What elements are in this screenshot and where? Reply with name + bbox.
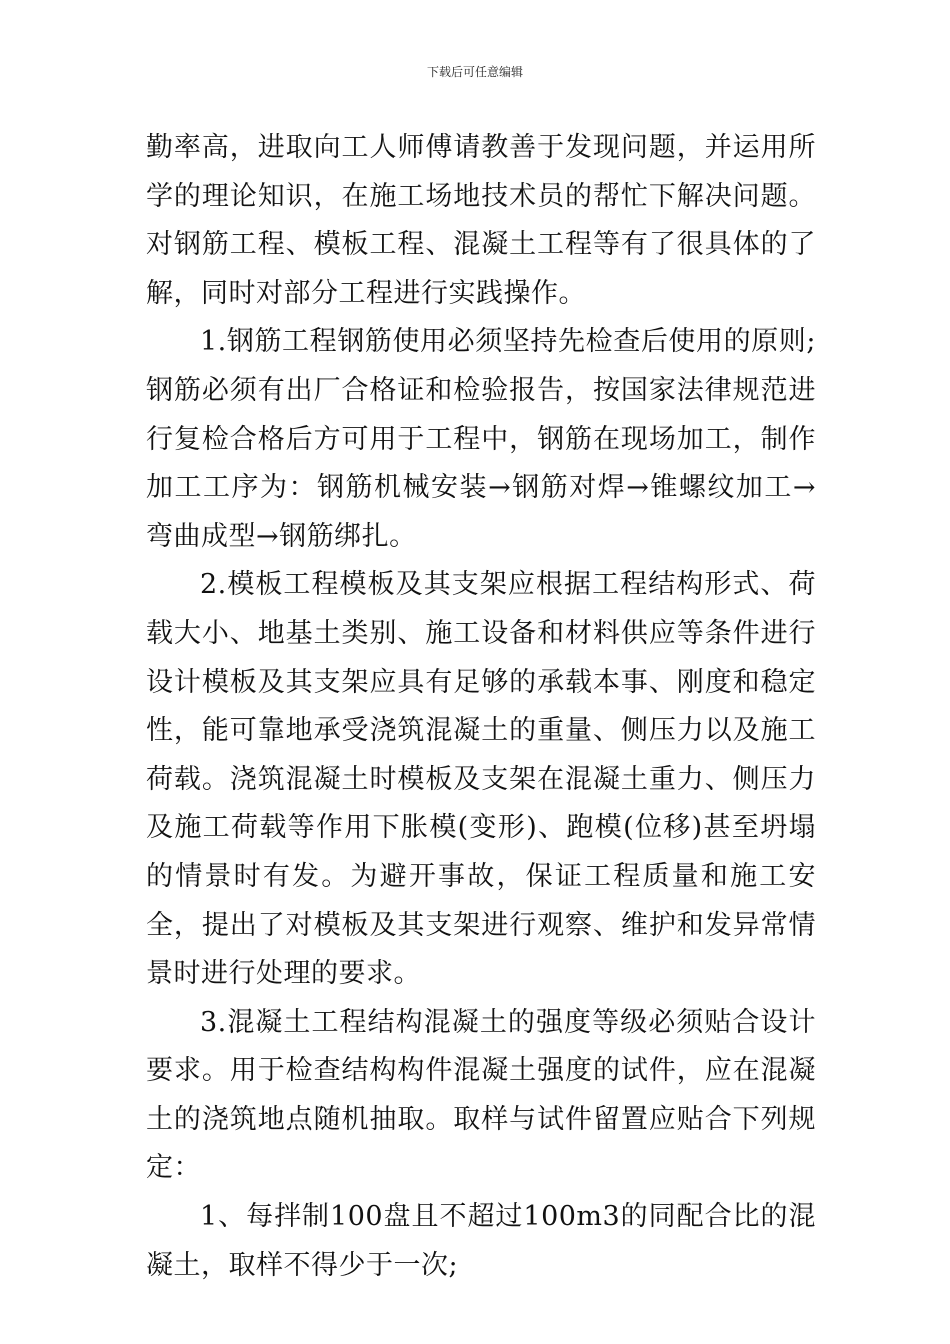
page-header: 下载后可任意编辑: [426, 65, 523, 79]
paragraph-continuation: 勤率高，进取向工人师傅请教善于发现问题，并运用所学的理论知识，在施工场地技术员的帮忙下解决问题。对钢筋工程、模板工程、混凝土工程等有了很具体的了解，同时对部分工程进行实践操作。: [146, 132, 816, 309]
document-body: [146, 124, 816, 1290]
paragraph-formwork-engineering: 2.模板工程模板及其支架应根据工程结构形式、荷载大小、地基土类别、施工设备和材料供应等条件进行设计模板及其支架应具有足够的承载本事、刚度和稳定性，能可靠地承受浇筑混凝土的重量、侧压力以及施工荷载。浇筑混凝土时模板及支架在混凝土重力、侧压力及施工荷载等作用下胀模(变形)、跑模(位移)甚至坍塌的情景时有发。为避开事故，保证工程质量和施工安全，提出了对模板及其支架进行观察、维护和发异常情景时进行处理的要求。: [146, 569, 816, 990]
paragraph-rebar-engineering: 1.钢筋工程钢筋使用必须坚持先检查后使用的原则;钢筋必须有出厂合格证和检验报告，按国家法律规范进行复检合格后方可用于工程中，钢筋在现场加工，制作加工工序为：钢筋机械安装→钢筋对焊→锥螺纹加工→弯曲成型→钢筋绑扎。: [146, 326, 816, 552]
paragraph-concrete-engineering: 3.混凝土工程结构混凝土的强度等级必须贴合设计要求。用于检查结构构件混凝土强度的试件，应在混凝土的浇筑地点随机抽取。取样与试件留置应贴合下列规定：: [146, 1006, 816, 1184]
paragraph-sampling-rule: 1、每拌制100盘且不超过100m3的同配合比的混凝土，取样不得少于一次;: [146, 1201, 816, 1281]
